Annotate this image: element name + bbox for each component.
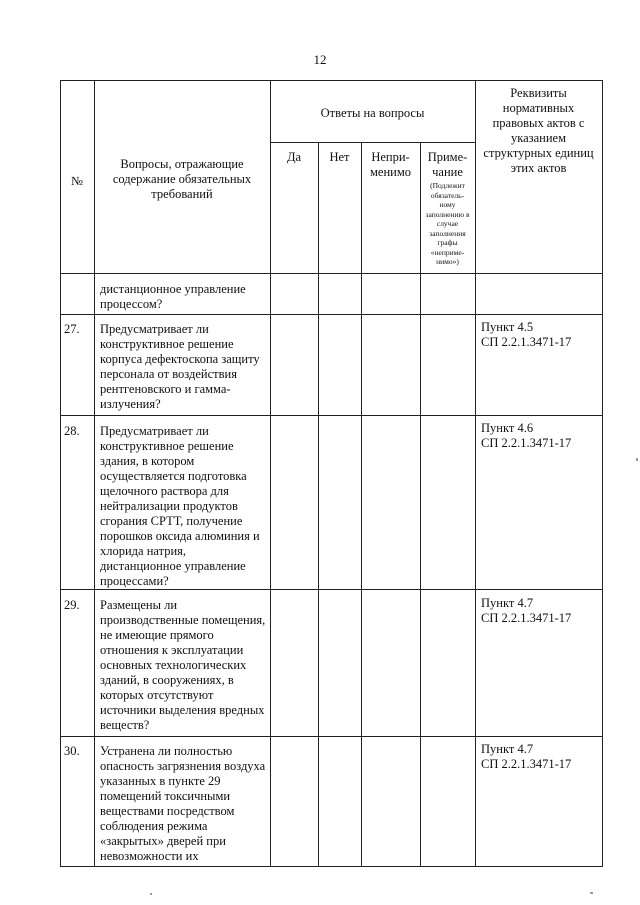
row-continuation-question: дистанционное управление процессом?	[100, 282, 246, 311]
row-28-ref: Пункт 4.6 СП 2.2.1.3471-17	[481, 421, 572, 450]
col-divider-yes	[318, 142, 319, 867]
row-28-num: 28.	[64, 424, 80, 438]
row-27-ref: Пункт 4.5 СП 2.2.1.3471-17	[481, 320, 572, 349]
row-divider-1	[60, 314, 602, 315]
row-29-ref: Пункт 4.7 СП 2.2.1.3471-17	[481, 596, 572, 625]
row-27-num: 27.	[64, 322, 80, 336]
col-divider-question	[270, 80, 271, 867]
row-divider-2	[60, 415, 602, 416]
header-no: Нет	[329, 150, 350, 164]
header-bottom-border	[60, 273, 602, 274]
row-30-num: 30.	[64, 744, 80, 758]
header-num: №	[71, 174, 83, 188]
answers-header-divider	[270, 142, 475, 143]
table-left-border	[60, 80, 61, 867]
page-number: 12	[313, 52, 327, 67]
header-not-applicable: Непри- менимо	[370, 150, 411, 179]
row-divider-3	[60, 589, 602, 590]
scan-speck	[150, 893, 152, 895]
table-right-border	[602, 80, 603, 867]
header-note	[420, 150, 475, 267]
scan-speck	[636, 458, 638, 461]
row-30-question: Устранена ли полностью опасность загрязнения воздуха указанных в пункте 29 помещений токсичными веществами посредством соблюдения режима «закрытых» дверей при невозможности их	[100, 744, 266, 863]
table-top-border	[60, 80, 602, 81]
header-note-label: Приме- чание	[427, 150, 468, 179]
header-note-sub: (Подлежит обязатель- ному заполнению в случае заполнения графы «неприме- нимо»)	[425, 181, 470, 266]
row-divider-4	[60, 736, 602, 737]
header-answers: Ответы на вопросы	[320, 106, 425, 120]
row-29-num: 29.	[64, 598, 80, 612]
row-29-question: Размещены ли производственные помещения, не имеющие прямого отношения к эксплуатации основных технологических зданий, в сооружениях, в которых отсутствуют источники выделения вредных веществ?	[100, 598, 266, 732]
col-divider-no	[361, 142, 362, 867]
table-bottom-border	[60, 866, 602, 867]
header-requisites: Реквизиты нормативных правовых актов с указанием структурных единиц этих актов	[483, 86, 594, 175]
header-yes: Да	[286, 150, 302, 164]
header-question: Вопросы, отражающие содержание обязательных требований	[112, 157, 252, 201]
row-28-question: Предусматривает ли конструктивное решение здания, в котором осуществляется подготовка щелочного раствора для нейтрализации продуктов сгорания СРТТ, получение порошков оксида алюминия и хлорида натрия, дистанционное управление процессами?	[100, 424, 260, 588]
col-divider-note	[475, 80, 476, 867]
row-30-ref: Пункт 4.7 СП 2.2.1.3471-17	[481, 742, 572, 771]
col-divider-num	[94, 80, 95, 867]
scan-speck	[590, 892, 593, 894]
row-27-question: Предусматривает ли конструктивное решение корпуса дефектоскопа защиту персонала от воздействия рентгеновского и гамма-излучения?	[100, 322, 260, 411]
